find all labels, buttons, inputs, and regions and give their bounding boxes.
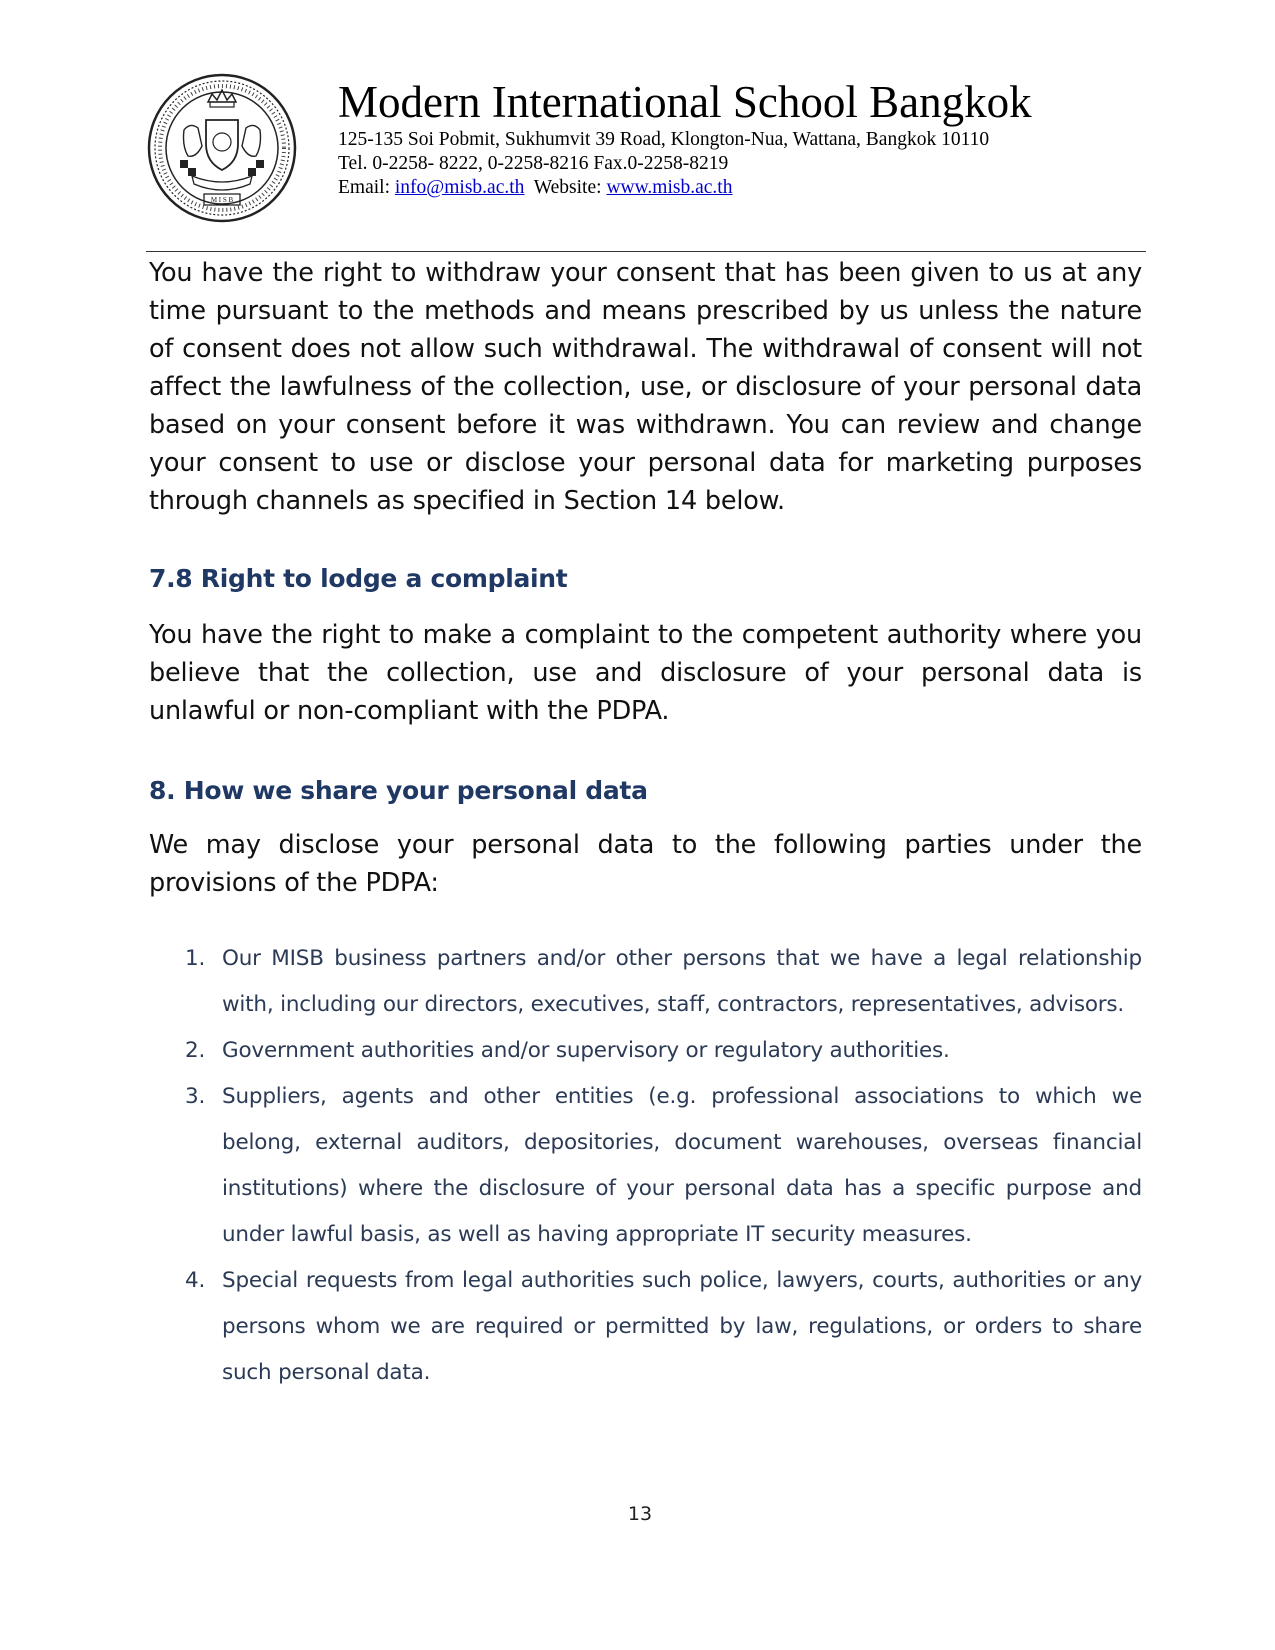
list-item-number: 4.	[185, 1268, 206, 1293]
section-7-8-heading: 7.8 Right to lodge a complaint	[149, 564, 568, 593]
school-name: Modern International School Bangkok	[338, 77, 1032, 127]
list-item-text: Suppliers, agents and other entities (e.g. professional associations to which we belong, external auditors, depositories, document warehouses, overseas financial institutions) where the disclosure of your personal data has a specific purpose and under lawful basis, as well as having appropriate IT security measures.	[222, 1084, 1142, 1247]
section-7-8-paragraph: You have the right to make a complaint to the competent authority where you believe that the collection, use and disclosure of your personal data is unlawful or non-compliant with the PDPA.	[149, 620, 1142, 726]
email-link[interactable]: info@misb.ac.th	[394, 177, 525, 198]
list-item-text: Government authorities and/or supervisory or regulatory authorities.	[222, 1038, 950, 1063]
page-number: 13	[627, 1503, 653, 1525]
list-item	[185, 1074, 1142, 1258]
email-label: Email:	[338, 177, 395, 198]
list-item	[185, 1258, 1142, 1396]
list-item	[185, 936, 1142, 1028]
school-contact-line	[338, 176, 732, 200]
section-8-heading: 8. How we share your personal data	[149, 776, 648, 805]
header-divider	[146, 251, 1146, 252]
disclosure-parties-list	[185, 936, 1142, 1396]
logo-initials: M I S B	[210, 196, 234, 204]
list-item	[185, 1028, 1142, 1074]
school-phone-fax: Tel. 0-2258- 8222, 0-2258-8216 Fax.0-2258-8219	[338, 153, 729, 174]
website-label: Website:	[524, 177, 607, 198]
school-address: 125-135 Soi Pobmit, Sukhumvit 39 Road, Klongton-Nua, Wattana, Bangkok 10110	[338, 129, 990, 150]
section-8-paragraph: We may disclose your personal data to the following parties under the provisions of the PDPA:	[149, 830, 1142, 898]
list-item-text: Special requests from legal authorities such police, lawyers, courts, authorities or any persons whom we are required or permitted by law, regulations, or orders to share such personal data.	[222, 1268, 1142, 1385]
list-item-number: 1.	[185, 946, 206, 971]
list-item-text: Our MISB business partners and/or other persons that we have a legal relationship with, including our directors, executives, staff, contractors, representatives, advisors.	[222, 946, 1142, 1017]
website-link[interactable]: www.misb.ac.th	[606, 177, 733, 198]
list-item-number: 3.	[185, 1084, 206, 1109]
list-item-number: 2.	[185, 1038, 206, 1063]
consent-withdrawal-paragraph: You have the right to withdraw your consent that has been given to us at any time pursuant to the methods and means prescribed by us unless the nature of consent does not allow such withdrawal. The withdrawal of consent will not affect the lawfulness of the collection, use, or disclosure of your personal data based on your consent before it was withdrawn. You can review and change your consent to use or disclose your personal data for marketing purposes through channels as specified in Section 14 below.	[149, 258, 1142, 516]
